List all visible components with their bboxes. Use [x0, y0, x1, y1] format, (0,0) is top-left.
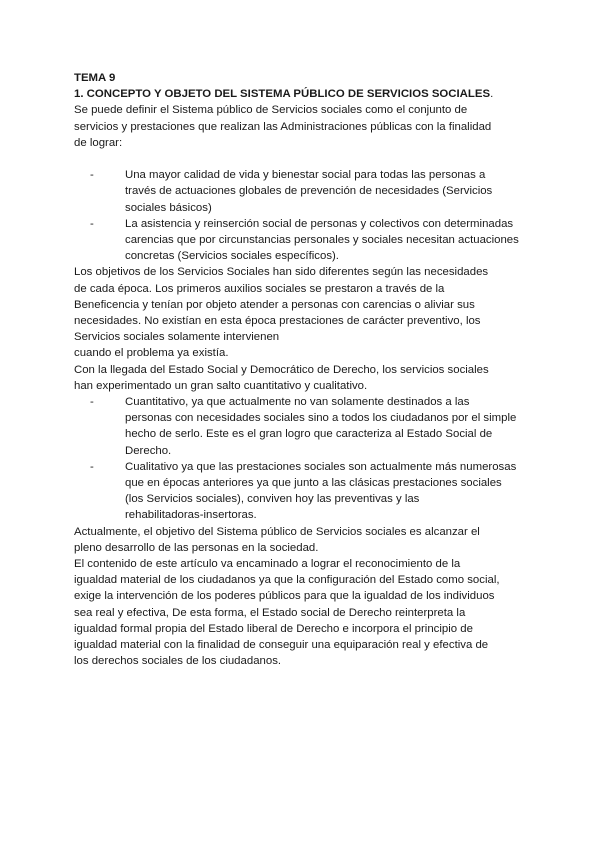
bullet-dash: -	[90, 396, 94, 409]
paragraph-line: Servicios sociales solamente intervienen	[74, 331, 280, 344]
list-item-line: hecho de serlo. Este es el gran logro que caracteriza al Estado Social de	[125, 428, 493, 441]
list-item-line: rehabilitadoras-insertoras.	[125, 509, 257, 522]
paragraph-line: necesidades. No existían en esta época prestaciones de carácter preventivo, los	[74, 315, 481, 328]
list-item-line: que en épocas anteriores ya que junto a las clásicas prestaciones sociales	[125, 477, 502, 490]
paragraph-line: igualdad material de los ciudadanos ya que la configuración del Estado como social,	[74, 574, 500, 587]
paragraph-line: igualdad material con la finalidad de conseguir una equiparación real y efectiva de	[74, 639, 489, 652]
paragraph-line: Con la llegada del Estado Social y Democrático de Derecho, los servicios sociales	[74, 363, 489, 376]
paragraph-line: servicios y prestaciones que realizan las Administraciones públicas con la finalidad	[74, 120, 492, 133]
list-item-line: carencias que por circunstancias personales y sociales necesitan actuaciones	[125, 234, 519, 247]
section-title	[74, 86, 534, 102]
list-item-line: sociales básicos)	[125, 201, 212, 214]
paragraph-line: pleno desarrollo de las personas en la sociedad.	[74, 541, 319, 554]
paragraph-objetivos	[74, 264, 534, 361]
document-heading: TEMA 9	[74, 72, 116, 84]
paragraph-line: El contenido de este artículo va encaminado a lograr el reconocimiento de la	[74, 558, 461, 571]
bullet-dash: -	[90, 169, 94, 182]
bullet-dash: -	[90, 460, 94, 473]
section-title-period: .	[490, 88, 494, 101]
list-item-line: Una mayor calidad de vida y bienestar social para todas las personas a	[125, 169, 486, 182]
paragraph-line: de cada época. Los primeros auxilios sociales se prestaron a través de la	[74, 282, 445, 295]
list-item-line: Cualitativo ya que las prestaciones sociales son actualmente más numerosas	[125, 460, 517, 473]
list-item-line: (los Servicios sociales), conviven hoy las preventivas y las	[125, 493, 420, 506]
paragraph-actualmente	[74, 524, 534, 556]
list-item-line: personas con necesidades sociales sino a todos los ciudadanos por el simple	[125, 412, 517, 425]
paragraph-line: cuando el problema ya existía.	[74, 347, 229, 360]
list-item-line: concretas (Servicios sociales específicos).	[125, 250, 339, 263]
intro-paragraph	[74, 102, 534, 151]
paragraph-line: Los objetivos de los Servicios Sociales han sido diferentes según las necesidades	[74, 266, 489, 279]
paragraph-line: exige la intervención de los poderes públicos para que la igualdad de los individuos	[74, 590, 495, 603]
bullet-dash: -	[90, 217, 94, 230]
bullet-list-salto	[74, 394, 534, 524]
paragraph-line: los derechos sociales de los ciudadanos.	[74, 655, 282, 668]
paragraph-estado-social	[74, 362, 534, 394]
list-item	[74, 216, 534, 265]
blank-line	[74, 151, 534, 167]
paragraph-contenido	[74, 556, 534, 669]
paragraph-line: Beneficencia y tenían por objeto atender a personas con carencias o aliviar sus	[74, 298, 475, 311]
document-page	[74, 70, 534, 670]
paragraph-line: Actualmente, el objetivo del Sistema público de Servicios sociales es alcanzar el	[74, 525, 480, 538]
section-title-text: 1. CONCEPTO Y OBJETO DEL SISTEMA PÚBLICO DE SERVICIOS SOCIALES	[74, 88, 491, 101]
paragraph-line: Se puede definir el Sistema público de Servicios sociales como el conjunto de	[74, 104, 468, 117]
bullet-list-objetivos	[74, 167, 534, 264]
list-item-line: través de actuaciones globales de prevención de necesidades (Servicios	[125, 185, 493, 198]
paragraph-line: de lograr:	[74, 136, 123, 149]
list-item	[74, 394, 534, 459]
list-item-line: La asistencia y reinserción social de personas y colectivos con determinadas	[125, 217, 514, 230]
paragraph-line: han experimentado un gran salto cuantitativo y cualitativo.	[74, 379, 368, 392]
list-item	[74, 459, 534, 524]
list-item	[74, 167, 534, 216]
paragraph-line: igualdad formal propia del Estado liberal de Derecho e incorpora el principio de	[74, 622, 473, 635]
list-item-line: Cuantitativo, ya que actualmente no van solamente destinados a las	[125, 396, 470, 409]
paragraph-line: sea real y efectiva, De esta forma, el Estado social de Derecho reinterpreta la	[74, 606, 466, 619]
list-item-line: Derecho.	[125, 444, 172, 457]
